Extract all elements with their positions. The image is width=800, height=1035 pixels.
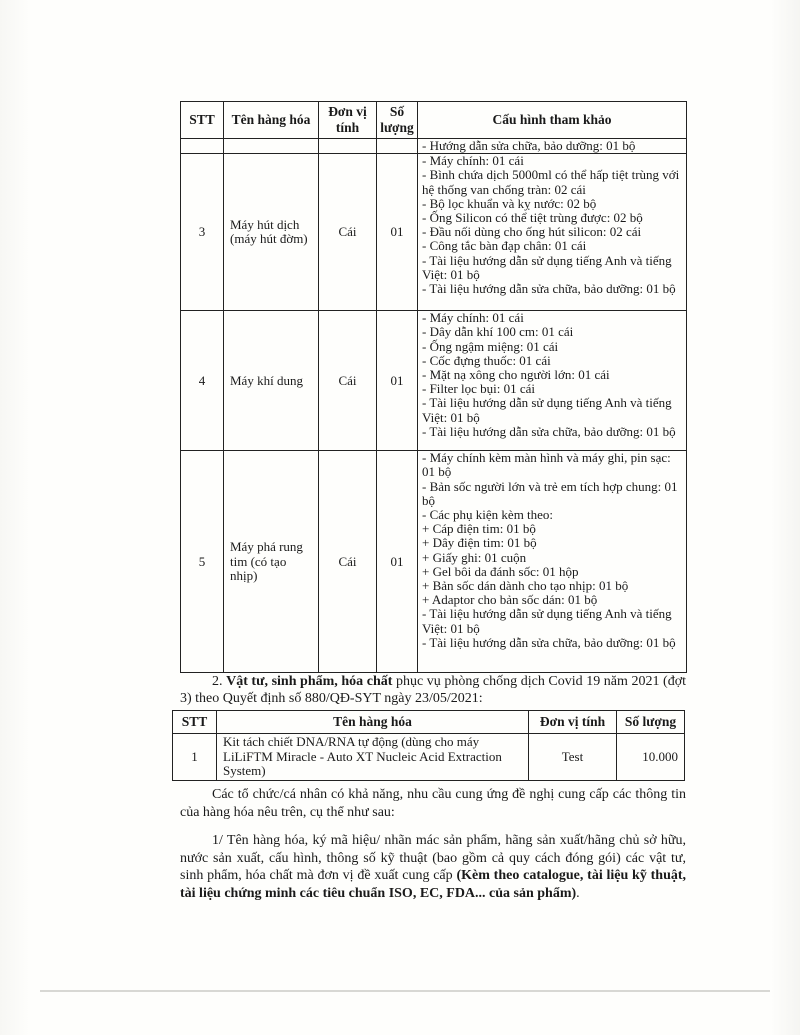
- row-stt: 1: [173, 734, 217, 781]
- header-unit: Đơn vị tính: [529, 711, 617, 734]
- config-line: - Bộ lọc khuẩn và kỵ nước: 02 bộ: [422, 195, 597, 211]
- section-title-rest: phục vụ phòng chống dịch Covid 19 năm 2021 (đợt 3) theo Quyết định số 880/QĐ-SYT ngày 23/05/2021:: [180, 674, 686, 706]
- paragraph-item-1-text: 1/ Tên hàng hóa, ký mã hiệu/ nhãn mác sản phẩm, hãng sản xuất/hãng chủ sở hữu, nước sản xuất, cấu hình, thông số kỹ thuật (bao gồm cả quy cách đóng gói) các vật tư, sinh phẩm, hóa chất mà đơn vị đề xuất cung cấp: [180, 833, 686, 883]
- header-qty: Số lượng: [377, 102, 418, 139]
- config-line: + Gel bôi da đánh sốc: 01 hộp: [422, 563, 579, 579]
- table-row: [181, 451, 687, 673]
- config-line: + Giấy ghi: 01 cuộn: [422, 549, 527, 565]
- config-line: - Dây dẫn khí 100 cm: 01 cái: [422, 324, 574, 340]
- section-title-bold: Vật tư, sinh phẩm, hóa chất: [226, 674, 393, 689]
- config-line: - Ống ngậm miệng: 01 cái: [422, 338, 559, 354]
- paragraph-item-1-end: .: [576, 885, 580, 901]
- section-2-heading: [180, 673, 686, 707]
- paragraph-item-1-bold: (Kèm theo catalogue, tài liệu kỹ thuật, tài liệu chứng minh các tiêu chuẩn ISO, EC, FDA... của sản phẩm): [180, 868, 687, 901]
- row-unit: Cái: [319, 311, 377, 451]
- config-line: - Các phụ kiện kèm theo:: [422, 507, 554, 523]
- paragraph-item-1: [180, 832, 686, 902]
- page-edge: [40, 990, 770, 992]
- header-unit: Đơn vị tính: [319, 102, 377, 139]
- config-line: - Máy chính: 01 cái: [422, 153, 524, 169]
- continued-row: [181, 139, 687, 154]
- row-config: [418, 311, 687, 451]
- equipment-table-header: [181, 102, 687, 139]
- config-line: - Tài liệu hướng dẫn sử dụng tiếng Anh và tiếng Việt: 01 bộ: [422, 606, 672, 636]
- header-name: Tên hàng hóa: [217, 711, 529, 734]
- row-stt: 4: [181, 311, 224, 451]
- header-stt: STT: [173, 711, 217, 734]
- row-qty: 10.000: [617, 734, 685, 781]
- row-name: Kit tách chiết DNA/RNA tự động (dùng cho máy LiLiFTM Miracle - Auto XT Nucleic Acid Extraction System): [217, 734, 529, 781]
- row-name: Máy phá rung tim (có tạo nhịp): [224, 451, 319, 673]
- config-line: + Dây điện tim: 01 bộ: [422, 535, 537, 551]
- supplies-table-header: [173, 711, 685, 734]
- config-line: + Bản sốc dán dành cho tạo nhịp: 01 bộ: [422, 578, 629, 594]
- row-qty: 01: [377, 451, 418, 673]
- config-line: - Cốc đựng thuốc: 01 cái: [422, 352, 551, 368]
- config-line: - Bản sốc người lớn và trẻ em tích hợp chung: 01 bộ: [422, 478, 678, 508]
- row-unit: Cái: [319, 154, 377, 311]
- row-unit: Cái: [319, 451, 377, 673]
- config-line: - Đầu nối dùng cho ống hút silicon: 02 cái: [422, 224, 642, 240]
- config-line: - Máy chính kèm màn hình và máy ghi, pin sạc: 01 bộ: [422, 450, 671, 480]
- config-line: - Tài liệu hướng dẫn sửa chữa, bảo dưỡng: 01 bộ: [422, 423, 676, 439]
- header-stt: STT: [181, 102, 224, 139]
- config-line: - Filter lọc bụi: 01 cái: [422, 381, 536, 397]
- row-config: [418, 451, 687, 673]
- row-qty: 01: [377, 154, 418, 311]
- row-name: Máy hút dịch (máy hút đờm): [224, 154, 319, 311]
- config-line: - Máy chính: 01 cái: [422, 310, 524, 326]
- config-line: - Tài liệu hướng dẫn sử dụng tiếng Anh và tiếng Việt: 01 bộ: [422, 395, 672, 425]
- table-row: [173, 734, 685, 781]
- header-config: Cấu hình tham khảo: [418, 102, 687, 139]
- table-row: [181, 311, 687, 451]
- continued-config-line: - Hướng dẫn sửa chữa, bảo dưỡng: 01 bộ: [418, 139, 687, 154]
- equipment-table: [180, 101, 687, 673]
- supplies-table: [172, 710, 685, 781]
- table-row: [181, 154, 687, 311]
- row-stt: 5: [181, 451, 224, 673]
- row-name: Máy khí dung: [224, 311, 319, 451]
- row-qty: 01: [377, 311, 418, 451]
- row-stt: 3: [181, 154, 224, 311]
- paragraph-request: Các tổ chức/cá nhân có khả năng, nhu cầu cung ứng đề nghị cung cấp các thông tin của hàng hóa nêu trên, cụ thể như sau:: [180, 787, 686, 820]
- config-line: - Ống Silicon có thể tiệt trùng được: 02 bộ: [422, 210, 643, 226]
- config-line: - Tài liệu hướng dẫn sử dụng tiếng Anh và tiếng Việt: 01 bộ: [422, 252, 672, 282]
- header-name: Tên hàng hóa: [224, 102, 319, 139]
- config-line: - Tài liệu hướng dẫn sửa chữa, bảo dưỡng: 01 bộ: [422, 634, 676, 650]
- config-line: - Mặt nạ xông cho người lớn: 01 cái: [422, 367, 610, 383]
- config-line: - Bình chứa dịch 5000ml có thể hấp tiệt trùng với hệ thống van chống tràn: 02 cái: [422, 167, 680, 197]
- config-line: - Công tắc bàn đạp chân: 01 cái: [422, 238, 587, 254]
- row-unit: Test: [529, 734, 617, 781]
- header-qty: Số lượng: [617, 711, 685, 734]
- config-line: + Cáp điện tim: 01 bộ: [422, 521, 536, 537]
- config-line: + Adaptor cho bản sốc dán: 01 bộ: [422, 592, 598, 608]
- config-line: - Tài liệu hướng dẫn sửa chữa, bảo dưỡng: 01 bộ: [422, 281, 676, 297]
- row-config: [418, 154, 687, 311]
- section-number: 2.: [212, 674, 223, 689]
